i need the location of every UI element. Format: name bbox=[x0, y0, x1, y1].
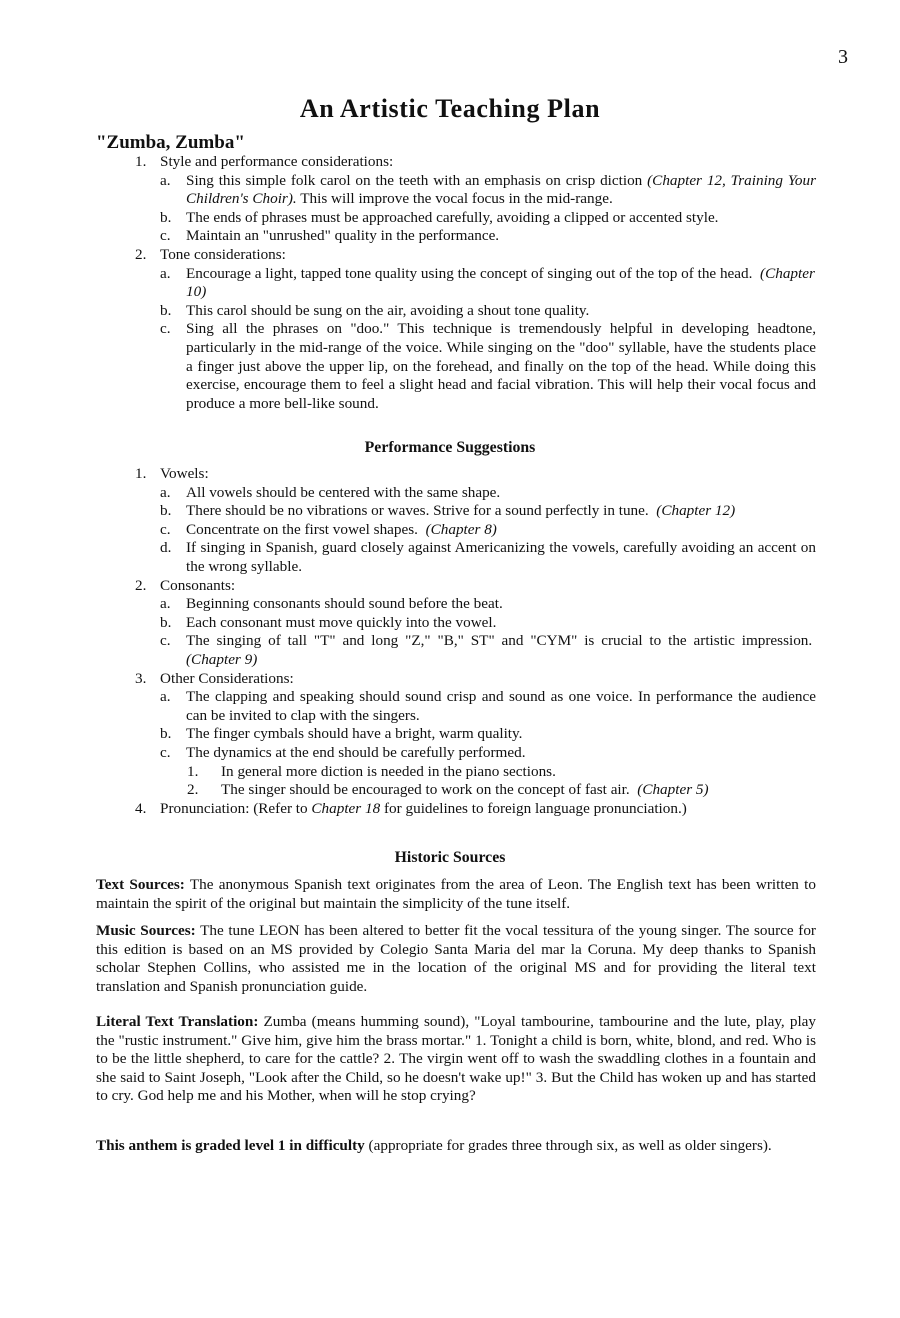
list-item: 1. Style and performance considerations: bbox=[135, 153, 394, 170]
list-item: a. Encourage a light, tapped tone quality using the concept of singing out of the top of the head. (Chapter 10) bbox=[160, 264, 815, 301]
list-item: a. All vowels should be centered with the same shape. bbox=[160, 483, 501, 501]
list-item: a. The clapping and speaking should sound crisp and sound as one voice. In performance the audience can be invited to clap with the singers. bbox=[160, 688, 816, 724]
list-item: 3. Other Considerations: bbox=[135, 669, 294, 687]
list-item: c. The dynamics at the end should be carefully performed. bbox=[160, 743, 526, 761]
list-item: b. There should be no vibrations or waves. Strive for a sound perfectly in tune. (Chapter 12) bbox=[160, 502, 736, 520]
list-item: 2. The singer should be encouraged to work on the concept of fast air. (Chapter 5) bbox=[187, 781, 709, 799]
list-item: a. Sing this simple folk carol on the teeth with an emphasis on crisp diction (Chapter 12, Training Your Children's Choir). This will improve the vocal focus in the mid-range. bbox=[160, 171, 817, 208]
list-item: c. Maintain an "unrushed" quality in the performance. bbox=[160, 227, 500, 245]
page-number: 3 bbox=[838, 46, 848, 68]
list-item: b. The finger cymbals should have a bright, warm quality. bbox=[160, 725, 523, 743]
literal-translation-paragraph: Literal Text Translation: Zumba (means humming sound), "Loyal tambourine, tambourine and the lute, play, play the "rustic instrument." Give him, give him the brass mortar." 1. Tonight a child is born, white, blond, and red. Who is to be the little shepherd, to care for the cattle? 2. The virgin went off to wash the swaddling clothes in a fountain and she said to Saint Joseph, "Look after the Child, so he doesn't wake up!" 3. But the Child has woken up and has started to cry. God help me and his Mother, when will he stop crying? bbox=[96, 1013, 816, 1105]
list-item: 2. Tone considerations: bbox=[135, 245, 286, 263]
music-sources-paragraph: Music Sources: The tune LEON has been altered to better fit the vocal tessitura of the young singer. The source for this edition is based on an MS provided by Colegio Santa Maria del mar la Coruna. My deep thanks to Spanish scholar Stephen Collins, who assisted me in the location of the original MS and for providing the literal text translation and Spanish pronunciation guide. bbox=[96, 922, 816, 995]
teaching-list bbox=[0, 153, 900, 413]
performance-heading: Performance Suggestions bbox=[364, 439, 536, 456]
list-item: 4. Pronunciation: (Refer to Chapter 18 for guidelines to foreign language pronunciation.) bbox=[135, 799, 687, 817]
historic-heading: Historic Sources bbox=[394, 849, 506, 866]
list-item: c. Sing all the phrases on "doo." This technique is tremendously helpful in developing headtone, particularly in the mid-range of the voice. While singing on the "doo" syllable, have the students place a finger just above the upper lip, on the forehead, and finally on the top of the head. While doing this exercise, encourage them to feel a slight head and facial vibration. This will help their vocal focus and produce a more bell-like sound. bbox=[160, 320, 816, 412]
page-title: An Artistic Teaching Plan bbox=[299, 94, 601, 123]
list-item: b. Each consonant must move quickly into the vowel. bbox=[160, 613, 497, 631]
song-title: "Zumba, Zumba" bbox=[96, 132, 245, 153]
list-item: a. Beginning consonants should sound before the beat. bbox=[160, 595, 503, 613]
list-item: c. The singing of tall "T" and long "Z," "B," ST" and "CYM" is crucial to the artistic impression. (Chapter 9) bbox=[160, 632, 813, 668]
list-item: d. If singing in Spanish, guard closely against Americanizing the vowels, carefully avoiding an accent on the wrong syllable. bbox=[160, 539, 816, 575]
list-item: b. The ends of phrases must be approached carefully, avoiding a clipped or accented style. bbox=[160, 208, 719, 226]
list-item: 2. Consonants: bbox=[135, 576, 236, 594]
text-sources-paragraph: Text Sources: The anonymous Spanish text originates from the area of Leon. The English text has been written to maintain the spirit of the original but maintain the simplicity of the tune itself. bbox=[96, 876, 816, 912]
performance-list bbox=[0, 465, 900, 818]
list-item: 1. Vowels: bbox=[135, 465, 209, 482]
list-item: b. This carol should be sung on the air, avoiding a shout tone quality. bbox=[160, 301, 590, 319]
list-item: c. Concentrate on the first vowel shapes. (Chapter 8) bbox=[160, 520, 497, 538]
grading-paragraph: This anthem is graded level 1 in difficulty (appropriate for grades three through six, as well as older singers). bbox=[96, 1137, 772, 1154]
list-item: 1. In general more diction is needed in the piano sections. bbox=[187, 762, 556, 780]
